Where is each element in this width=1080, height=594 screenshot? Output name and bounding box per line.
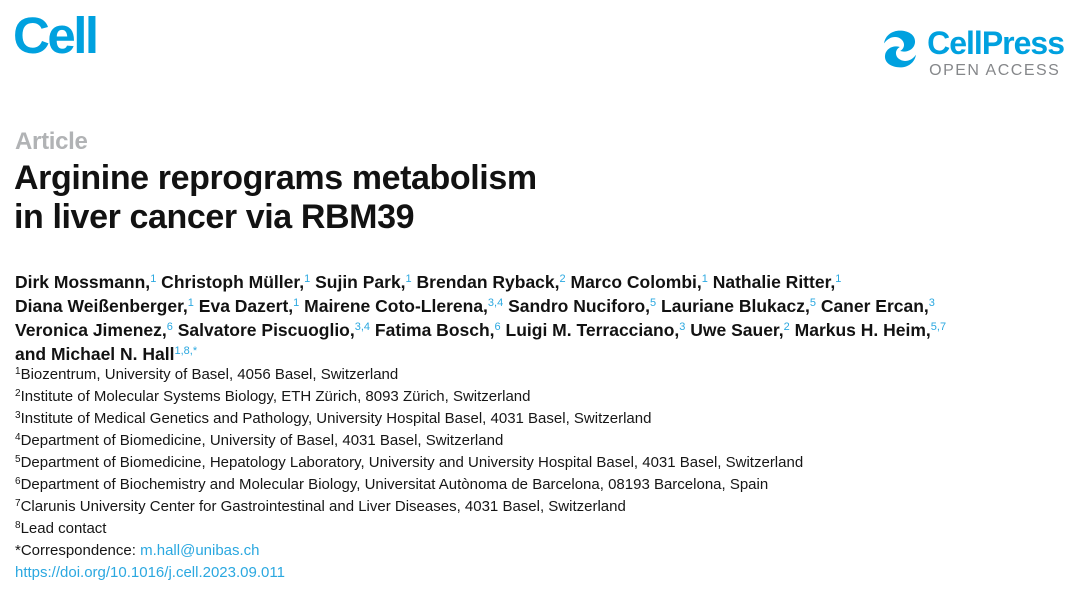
affiliation-text: Institute of Molecular Systems Biology, ETH Zürich, 8093 Zürich, Switzerland [20,388,531,405]
author-affiliation-superscript: 1 [405,273,412,285]
author-affiliation-superscript: 1 [701,273,708,285]
author-affiliation-superscript: 2 [783,321,790,333]
footnotes [15,540,1065,584]
author-name: Brendan Ryback, [411,272,560,292]
author-line [15,342,1065,366]
article-title-line2: in liver cancer via RBM39 [14,198,415,236]
open-access-label: OPEN ACCESS [929,62,1061,79]
author-affiliation-superscript: 3,4 [487,297,504,309]
correspondence-line [15,540,1065,562]
author-name: Fatima Bosch, [370,320,495,340]
author-name: Eva Dazert, [193,296,294,316]
author-affiliation-superscript: 1 [835,273,842,285]
author-affiliation-superscript: 3,4 [354,321,371,333]
author-name: Salvatore Piscuoglio, [172,320,355,340]
author-name: Sujin Park, [310,272,406,292]
author-affiliation-superscript: 6 [494,321,501,333]
author-name: Uwe Sauer, [685,320,784,340]
article-title [14,159,537,237]
author-name: Sandro Nuciforo, [503,296,651,316]
affiliation-item [15,518,1065,540]
affiliation-text: Department of Biomedicine, University of Basel, 4031 Basel, Switzerland [20,432,504,449]
affiliation-item [15,386,1065,408]
author-affiliation-superscript: 1 [304,273,311,285]
author-name: Veronica Jimenez, [15,320,167,340]
author-name: Nathalie Ritter, [707,272,836,292]
affiliation-number: 8 [15,520,21,531]
author-line [15,318,1065,342]
article-title-line1: Arginine reprograms metabolism [14,159,537,197]
affiliation-list [15,364,1065,540]
author-name: Dirk Mossmann, [15,272,151,292]
author-name: Marco Colombi, [565,272,702,292]
affiliation-number: 4 [15,432,21,443]
author-name: Caner Ercan, [815,296,929,316]
affiliation-item [15,474,1065,496]
author-affiliation-superscript: 3 [928,297,935,309]
correspondence-label: *Correspondence: [15,542,141,559]
affiliation-number: 6 [15,476,21,487]
author-name: Christoph Müller, [156,272,305,292]
author-affiliation-superscript: 1 [150,273,157,285]
author-name: and Michael N. Hall [15,344,175,364]
cell-journal-logo: Cell [13,7,97,64]
article-type-kicker: Article [15,128,88,155]
affiliation-item [15,496,1065,518]
author-affiliation-superscript: 1,8,* [174,345,198,357]
affiliation-number: 2 [15,388,21,399]
affiliation-number: 7 [15,498,21,509]
affiliation-number: 3 [15,410,21,421]
cellpress-wordmark: CellPress [927,25,1064,61]
author-affiliation-superscript: 3 [679,321,686,333]
affiliation-text: Institute of Medical Genetics and Pathology, University Hospital Basel, 4031 Basel, Switzerland [20,410,652,427]
author-name: Luigi M. Terracciano, [500,320,680,340]
doi-line [15,562,1065,584]
correspondence-email-link[interactable]: m.hall@unibas.ch [140,542,260,559]
author-affiliation-superscript: 1 [187,297,194,309]
cellpress-logo [879,26,1064,81]
affiliation-text: Clarunis University Center for Gastrointestinal and Liver Diseases, 4031 Basel, Switzerland [20,498,626,515]
doi-link[interactable]: https://doi.org/10.1016/j.cell.2023.09.011 [15,564,285,581]
affiliation-item [15,452,1065,474]
affiliation-text: Department of Biomedicine, Hepatology Laboratory, University and University Hospital Basel, 4031 Basel, Switzerland [20,454,804,471]
affiliation-item [15,408,1065,430]
affiliation-text: Biozentrum, University of Basel, 4056 Basel, Switzerland [20,366,399,383]
affiliation-text: Lead contact [20,520,107,537]
author-affiliation-superscript: 6 [166,321,173,333]
author-line [15,270,1065,294]
cellpress-swirl-icon [879,28,921,70]
affiliation-text: Department of Biochemistry and Molecular Biology, Universitat Autònoma de Barcelona, 08193 Barcelona, Spain [20,476,769,493]
author-affiliation-superscript: 5,7 [930,321,947,333]
author-affiliation-superscript: 2 [559,273,566,285]
affiliation-number: 1 [15,366,21,377]
author-affiliation-superscript: 5 [809,297,816,309]
author-name: Diana Weißenberger, [15,296,188,316]
author-affiliation-superscript: 1 [293,297,300,309]
affiliation-item [15,364,1065,386]
author-name: Lauriane Blukacz, [656,296,810,316]
author-name: Mairene Coto-Llerena, [299,296,488,316]
author-line [15,294,1065,318]
affiliation-number: 5 [15,454,21,465]
author-name: Markus H. Heim, [789,320,931,340]
author-list [15,270,1065,366]
author-affiliation-superscript: 5 [650,297,657,309]
affiliation-item [15,430,1065,452]
